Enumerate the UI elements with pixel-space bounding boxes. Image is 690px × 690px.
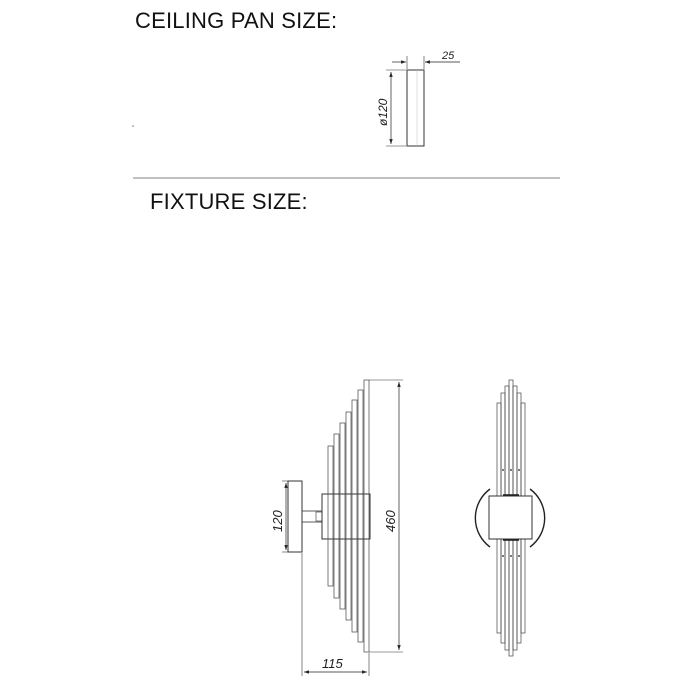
stray-dot [132,125,134,127]
fixture-front-view [475,380,544,656]
fixture-side-view [270,380,403,676]
fixture-projection-label: 115 [322,656,343,671]
backplate-height-dimension [270,481,288,552]
backplate-profile [288,481,302,552]
fixture-height-dimension [369,380,403,652]
fixture-projection-dimension [302,553,369,676]
pan-depth-dimension [392,50,460,69]
fixture-height-label: 460 [383,510,398,532]
wall-arm [302,511,322,522]
fixture-body-front [489,496,532,539]
backplate-height-label: 120 [270,510,285,532]
ceiling-pan-drawing [376,50,460,146]
ceiling-pan-size-heading: CEILING PAN SIZE: [135,8,338,33]
ceiling-pan-profile [407,70,424,146]
pan-depth-label: 25 [442,50,455,62]
glass-rods-side [328,380,369,652]
pan-diameter-label: ø120 [376,98,390,126]
pan-diameter-dimension [376,70,406,146]
fixture-size-heading: FIXTURE SIZE: [150,189,308,214]
